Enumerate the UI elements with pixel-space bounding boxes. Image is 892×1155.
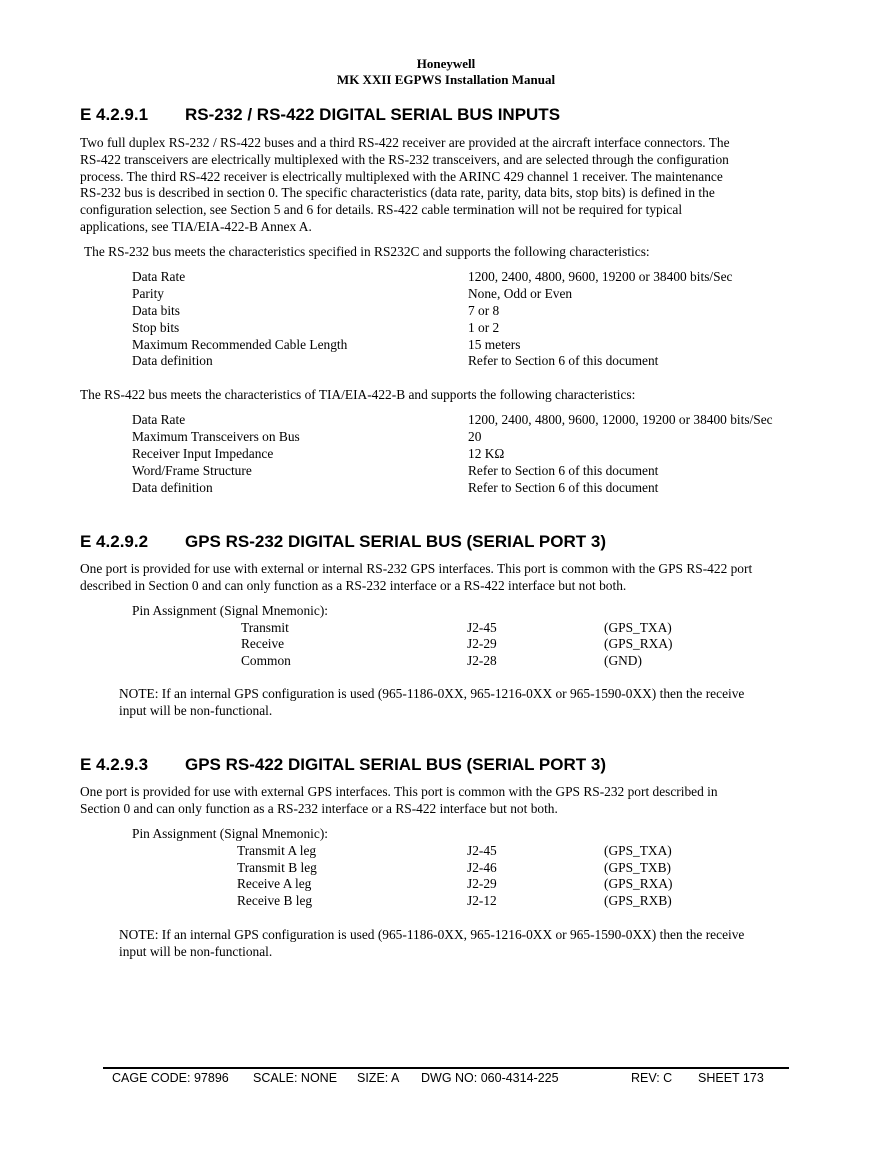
section-3-paragraph [80, 784, 815, 818]
pin-number: J2-45 [467, 843, 497, 858]
spec-value: 1 or 2 [468, 320, 500, 335]
pin-mnemonic: (GPS_TXA) [604, 843, 672, 858]
section-heading-3 [80, 755, 606, 775]
pin-mnemonic: (GPS_RXA) [604, 636, 673, 651]
section-2-note [119, 686, 819, 720]
pin-mnemonic: (GPS_RXA) [604, 876, 673, 891]
footer-sheet: SHEET 173 [698, 1071, 764, 1085]
pin-assignment-title: Pin Assignment (Signal Mnemonic): [132, 826, 329, 841]
spec-label: Data definition [132, 480, 213, 495]
note-line: NOTE: If an internal GPS configuration is used (965-1186-0XX, 965-1216-0XX or 965-1590-0XX) then the receive [119, 927, 745, 942]
spec-value: 7 or 8 [468, 303, 500, 318]
pin-signal: Transmit B leg [237, 860, 317, 875]
pin-mnemonic: (GND) [604, 653, 642, 668]
paragraph-line: process. The third RS-422 receiver is electrically multiplexed with the ARINC 429 channel 1 receiver. The maintenance [80, 168, 723, 184]
header-company: Honeywell [416, 56, 476, 71]
section-1-paragraph [80, 135, 815, 236]
pin-signal: Transmit A leg [237, 843, 317, 858]
pin-mnemonic: (GPS_TXB) [604, 860, 671, 875]
paragraph-line: One port is provided for use with external or internal RS-232 GPS interfaces. This port is common with the GPS RS-422 port [80, 561, 753, 576]
spec-label: Word/Frame Structure [132, 463, 252, 478]
spec-value: 15 meters [468, 337, 521, 352]
footer-scale: SCALE: NONE [253, 1071, 338, 1085]
footer-size: SIZE: A [357, 1071, 400, 1085]
pin-assignment-title: Pin Assignment (Signal Mnemonic): [132, 603, 329, 618]
footer-drawing-number: DWG NO: 060-4314-225 [421, 1071, 559, 1085]
spec-value: 20 [468, 429, 482, 444]
note-line: input will be non-functional. [119, 943, 273, 959]
section-number: E 4.2.9.3 [80, 755, 149, 774]
section-3-note [119, 927, 819, 961]
spec-label: Maximum Recommended Cable Length [132, 337, 348, 352]
spec-value: 12 KΩ [468, 446, 505, 461]
spec-label: Stop bits [132, 320, 180, 335]
spec-value: None, Odd or Even [468, 286, 573, 301]
pin-signal: Transmit [241, 620, 289, 635]
spec-label: Parity [132, 286, 164, 301]
spec-value: 1200, 2400, 4800, 9600, 19200 or 38400 bits/Sec [468, 269, 733, 284]
rs232-intro: The RS-232 bus meets the characteristics specified in RS232C and supports the following characteristics: [84, 244, 650, 259]
pin-number: J2-12 [467, 893, 497, 908]
paragraph-line: RS-422 transceivers are electrically multiplexed with the RS-232 transceivers, and are selected through the configuration [80, 151, 729, 167]
pin-signal: Receive [241, 636, 285, 651]
footer-rule [103, 1067, 789, 1069]
spec-label: Data Rate [132, 412, 186, 427]
spec-value: Refer to Section 6 of this document [468, 353, 659, 368]
paragraph-line: described in Section 0 and can only function as a RS-232 interface or a RS-422 interface but not both. [80, 577, 627, 593]
header-manual-title: MK XXII EGPWS Installation Manual [336, 72, 556, 87]
section-number: E 4.2.9.1 [80, 105, 149, 124]
paragraph-line: One port is provided for use with external GPS interfaces. This port is common with the GPS RS-232 port described in [80, 784, 718, 799]
spec-label: Data bits [132, 303, 180, 318]
spec-label: Data Rate [132, 269, 186, 284]
section-heading-1 [80, 105, 560, 125]
spec-label: Receiver Input Impedance [132, 446, 274, 461]
pin-signal: Receive B leg [237, 893, 313, 908]
pin-signal: Receive A leg [237, 876, 312, 891]
pin-number: J2-46 [467, 860, 497, 875]
footer-cage-code: CAGE CODE: 97896 [112, 1071, 229, 1085]
pin-mnemonic: (GPS_TXA) [604, 620, 672, 635]
section-number: E 4.2.9.2 [80, 532, 149, 551]
pin-number: J2-29 [467, 876, 497, 891]
section-title: RS-232 / RS-422 DIGITAL SERIAL BUS INPUTS [185, 105, 561, 124]
section-heading-2 [80, 532, 606, 552]
spec-label: Data definition [132, 353, 213, 368]
section-title: GPS RS-422 DIGITAL SERIAL BUS (SERIAL PORT 3) [185, 755, 606, 774]
section-title: GPS RS-232 DIGITAL SERIAL BUS (SERIAL PORT 3) [185, 532, 606, 551]
spec-value: 1200, 2400, 4800, 9600, 12000, 19200 or 38400 bits/Sec [468, 412, 773, 427]
paragraph-line: Two full duplex RS-232 / RS-422 buses and a third RS-422 receiver are provided at the aircraft interface connectors. The [80, 135, 730, 150]
note-line: NOTE: If an internal GPS configuration is used (965-1186-0XX, 965-1216-0XX or 965-1590-0XX) then the receive [119, 686, 745, 701]
pin-mnemonic: (GPS_RXB) [604, 893, 672, 908]
spec-label: Maximum Transceivers on Bus [132, 429, 300, 444]
pin-number: J2-45 [467, 620, 497, 635]
pin-number: J2-29 [467, 636, 497, 651]
footer-revision: REV: C [631, 1071, 673, 1085]
section-2-paragraph [80, 561, 815, 595]
note-line: input will be non-functional. [119, 702, 273, 718]
rs422-intro: The RS-422 bus meets the characteristics of TIA/EIA-422-B and supports the following characteristics: [80, 387, 636, 402]
pin-signal: Common [241, 653, 291, 668]
spec-value: Refer to Section 6 of this document [468, 480, 659, 495]
paragraph-line: configuration selection, see Section 5 and 6 for details. RS-422 cable termination will not be required for typical [80, 202, 683, 218]
paragraph-line: RS-232 bus is described in section 0. The specific characteristics (data rate, parity, data bits, stop bits) is defined in the [80, 185, 715, 201]
spec-value: Refer to Section 6 of this document [468, 463, 659, 478]
paragraph-line: applications, see TIA/EIA-422-B Annex A. [80, 218, 312, 234]
paragraph-line: Section 0 and can only function as a RS-232 interface or a RS-422 interface but not both. [80, 800, 558, 816]
pin-number: J2-28 [467, 653, 497, 668]
